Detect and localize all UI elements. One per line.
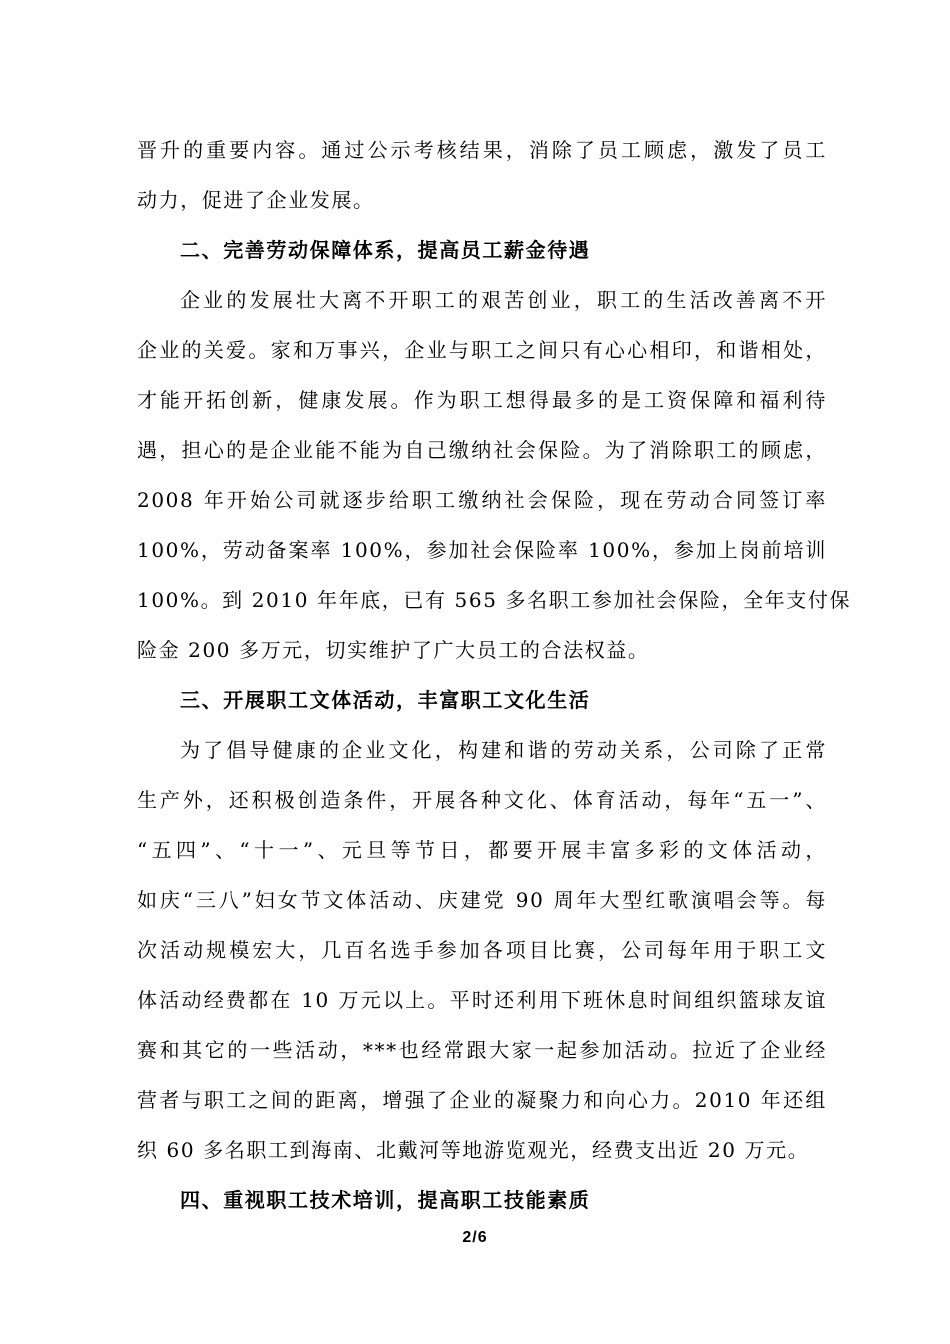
paragraph-line: 如庆“三八”妇女节文体活动、庆建党 90 周年大型红歌演唱会等。每 [137, 888, 827, 912]
paragraph-line: 次活动规模宏大，几百名选手参加各项目比赛，公司每年用于职工文 [137, 938, 827, 962]
paragraph-line: 才能开拓创新，健康发展。作为职工想得最多的是工资保障和福利待 [137, 388, 827, 412]
paragraph-line: 100%。到 2010 年年底，已有 565 多名职工参加社会保险，全年支付保 [137, 588, 852, 612]
paragraph-line: 为了倡导健康的企业文化，构建和谐的劳动关系，公司除了正常 [180, 738, 827, 762]
paragraph-line: 营者与职工之间的距离，增强了企业的凝聚力和向心力。2010 年还组 [137, 1088, 827, 1112]
paragraph-line: 体活动经费都在 10 万元以上。平时还利用下班休息时间组织篮球友谊 [137, 988, 827, 1012]
paragraph-line: 遇，担心的是企业能不能为自己缴纳社会保险。为了消除职工的顾虑， [137, 438, 827, 462]
paragraph-line: 织 60 多名职工到海南、北戴河等地游览观光，经费支出近 20 万元。 [137, 1138, 810, 1162]
paragraph-line: 动力，促进了企业发展。 [137, 188, 375, 212]
paragraph-line: 企业的发展壮大离不开职工的艰苦创业，职工的生活改善离不开 [180, 288, 827, 312]
paragraph-line: 晋升的重要内容。通过公示考核结果，消除了员工顾虑，激发了员工 [137, 138, 827, 162]
paragraph-line: 险金 200 多万元，切实维护了广大员工的合法权益。 [137, 638, 650, 662]
section-heading-3: 三、开展职工文体活动，丰富职工文化生活 [180, 688, 591, 712]
section-heading-4: 四、重视职工技术培训，提高职工技能素质 [180, 1188, 591, 1212]
paragraph-line: 赛和其它的一些活动，***也经常跟大家一起参加活动。拉近了企业经 [137, 1038, 827, 1062]
paragraph-line: 100%，劳动备案率 100%，参加社会保险率 100%，参加上岗前培训 [137, 538, 827, 562]
paragraph-line: “五四”、“十一”、元旦等节日，都要开展丰富多彩的文体活动， [137, 838, 827, 862]
paragraph-line: 生产外，还积极创造条件，开展各种文化、体育活动，每年“五一”、 [137, 788, 827, 812]
paragraph-line: 企业的关爱。家和万事兴，企业与职工之间只有心心相印，和谐相处， [137, 338, 827, 362]
paragraph-line: 2008 年开始公司就逐步给职工缴纳社会保险，现在劳动合同签订率 [137, 488, 827, 512]
page-number: 2/6 [462, 1229, 488, 1246]
section-heading-2: 二、完善劳动保障体系，提高员工薪金待遇 [180, 238, 591, 262]
